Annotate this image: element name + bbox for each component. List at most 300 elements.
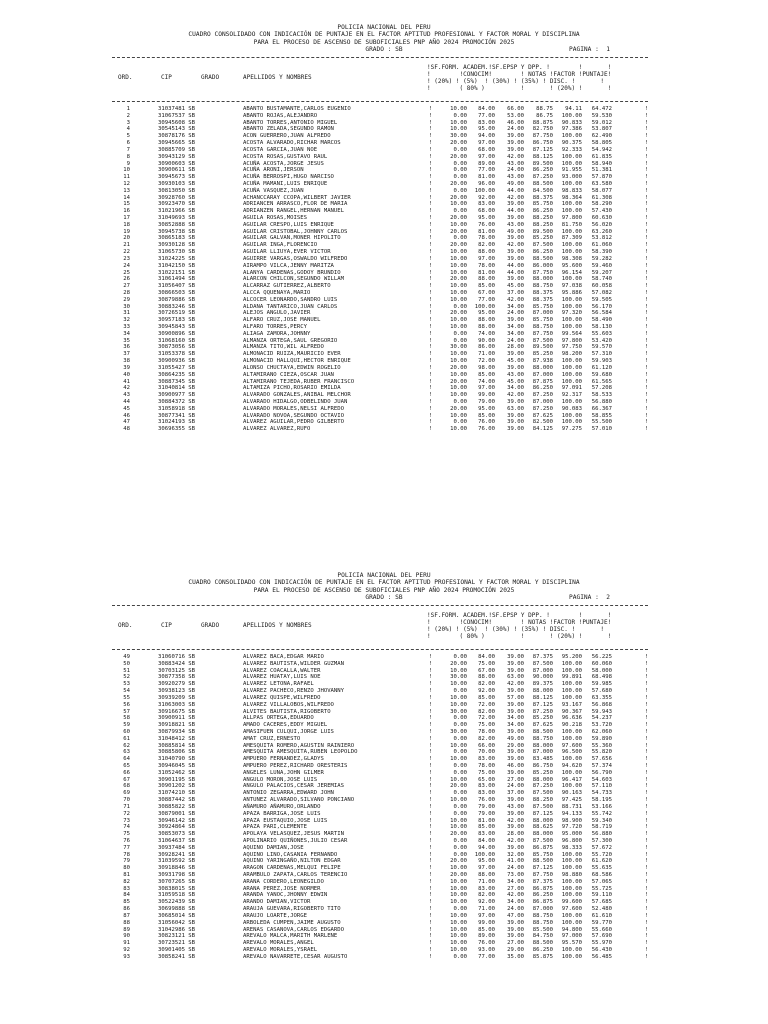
table-row: [112, 838, 652, 845]
table-row: [112, 790, 652, 797]
sf-epsp-cell: 39.00: [507, 660, 524, 667]
row-separator: !: [429, 153, 433, 160]
cip-cell: 30923470 SB: [158, 201, 196, 208]
header-rule-bottom: [112, 649, 648, 650]
table-row: [112, 235, 652, 242]
row-separator: !: [429, 933, 433, 940]
notas-cell: 88.250: [532, 215, 553, 221]
ord-cell: 42: [123, 385, 130, 392]
conocim-cell: 76.00: [478, 426, 495, 433]
conocim-cell: 83.00: [478, 201, 495, 208]
name-cell: ARENAS CASANOVA,CARLOS EDGARDO: [243, 926, 345, 933]
row-separator: !: [429, 803, 433, 810]
ord-cell: 85: [123, 899, 130, 906]
sf-form-cell: 20.00: [450, 858, 467, 865]
table-row: [112, 222, 652, 229]
table-row: [112, 331, 652, 338]
row-end-separator: !: [645, 783, 649, 790]
notas-cell: 90.000: [532, 674, 553, 681]
cip-cell: 30885822 SB: [158, 803, 196, 810]
ord-cell: 81: [123, 872, 130, 878]
factor-disc-cell: 94.133: [561, 810, 582, 817]
sf-form-cell: 0.00: [453, 769, 467, 776]
sf-epsp-cell: 39.00: [507, 919, 524, 926]
factor-disc-cell: 99.891: [561, 674, 582, 681]
factor-disc-cell: 100.00: [561, 953, 582, 960]
puntaje-cell: 57.310: [591, 351, 612, 358]
sf-epsp-cell: 27.00: [507, 940, 524, 947]
cip-cell: 30885814 SB: [158, 742, 196, 749]
row-separator: !: [429, 283, 433, 290]
row-end-separator: !: [645, 262, 649, 269]
puntaje-cell: 59.770: [591, 919, 612, 926]
puntaje-cell: 60.630: [591, 215, 612, 221]
cip-cell: 30866503 SB: [158, 289, 196, 296]
table-row: [112, 270, 652, 277]
row-separator: !: [429, 269, 433, 276]
notas-cell: 88.500: [532, 180, 553, 187]
row-separator: !: [429, 824, 433, 831]
row-end-separator: !: [645, 817, 649, 824]
notas-cell: 88.375: [532, 296, 553, 303]
row-end-separator: !: [645, 940, 649, 947]
ord-cell: 1: [126, 106, 130, 112]
ord-cell: 51: [123, 667, 130, 674]
row-end-separator: !: [645, 324, 649, 330]
puntaje-cell: 53.166: [591, 803, 612, 810]
table-row: [112, 661, 652, 668]
puntaje-cell: 58.490: [591, 317, 612, 324]
ord-cell: 32: [123, 317, 130, 324]
sf-epsp-cell: 39.00: [507, 249, 524, 256]
sf-form-cell: 10.00: [450, 126, 467, 133]
puntaje-cell: 58.805: [591, 140, 612, 147]
table-row: [112, 215, 652, 222]
name-cell: ALVAREZ PACHECO,RENZO JHOVANNY: [243, 688, 345, 695]
conocim-cell: 74.00: [478, 330, 495, 337]
row-end-separator: !: [645, 708, 649, 715]
conocim-cell: 72.00: [478, 715, 495, 722]
ord-cell: 92: [123, 946, 130, 953]
notas-cell: 84.750: [532, 933, 553, 940]
conocim-cell: 90.00: [478, 337, 495, 344]
factor-disc-cell: 93.167: [561, 701, 582, 708]
table-row: [112, 940, 652, 947]
cip-cell: 30887345 SB: [158, 378, 196, 385]
col-group-line-4: ! ( 80% ) ! ! (20%) ! !: [427, 633, 612, 640]
ord-cell: 35: [123, 337, 130, 344]
conocim-cell: 89.00: [478, 933, 495, 940]
row-separator: !: [429, 946, 433, 953]
table-row: [112, 399, 652, 406]
notas-cell: 86.250: [532, 249, 553, 256]
header-rule-top: [112, 605, 648, 606]
row-end-separator: !: [645, 756, 649, 763]
notas-cell: 89.500: [532, 228, 553, 235]
row-end-separator: !: [645, 106, 649, 112]
sf-epsp-cell: 73.00: [507, 872, 524, 878]
conocim-cell: 71.00: [478, 351, 495, 358]
conocim-cell: 97.00: [478, 865, 495, 872]
row-separator: !: [429, 133, 433, 140]
name-cell: APAZA EUSTAQUIO,JOSE LUIS: [243, 817, 328, 824]
table-row: [112, 106, 652, 113]
col-ord: ORD.: [118, 74, 133, 81]
sf-form-cell: 10.00: [450, 201, 467, 208]
ord-cell: 6: [126, 140, 130, 147]
ord-cell: 7: [126, 146, 130, 153]
name-cell: ALARCON CHILCON,SEGUNDO WILLAM: [243, 276, 345, 283]
row-end-separator: !: [645, 919, 649, 926]
cip-cell: 30723521 SB: [158, 940, 196, 947]
row-end-separator: !: [645, 654, 649, 660]
conocim-cell: 79.00: [478, 810, 495, 817]
row-separator: !: [429, 892, 433, 899]
sf-form-cell: 0.00: [453, 174, 467, 181]
sf-form-cell: 20.00: [450, 242, 467, 249]
row-end-separator: !: [645, 763, 649, 769]
table-row: [112, 695, 652, 702]
table-row: [112, 865, 652, 872]
table-row: [112, 201, 652, 208]
notas-cell: 86.250: [532, 167, 553, 174]
conocim-cell: 75.00: [478, 660, 495, 667]
sf-form-cell: 0.00: [453, 419, 467, 426]
factor-disc-cell: 96.154: [561, 269, 582, 276]
row-end-separator: !: [645, 946, 649, 953]
ord-cell: 58: [123, 715, 130, 722]
row-separator: !: [429, 844, 433, 851]
cip-cell: 30883246 SB: [158, 303, 196, 310]
row-end-separator: !: [645, 688, 649, 695]
data-table: [112, 654, 652, 961]
notas-cell: 89.500: [532, 160, 553, 167]
sf-epsp-cell: 39.00: [507, 276, 524, 283]
conocim-cell: 68.00: [478, 208, 495, 215]
conocim-cell: 77.00: [478, 167, 495, 174]
notas-cell: 88.125: [532, 153, 553, 160]
conocim-cell: 74.00: [478, 378, 495, 385]
sf-epsp-cell: 42.00: [507, 392, 524, 399]
notas-cell: 89.375: [532, 681, 553, 688]
sf-epsp-cell: 39.00: [507, 688, 524, 695]
name-cell: ARAUJO LOARTE,JORGE: [243, 912, 307, 919]
sf-form-cell: 0.00: [453, 208, 467, 215]
factor-disc-cell: 100.00: [561, 660, 582, 667]
row-separator: !: [429, 783, 433, 790]
row-separator: !: [429, 208, 433, 215]
table-row: [112, 181, 652, 188]
factor-disc-cell: 97.386: [561, 126, 582, 133]
factor-disc-cell: 100.00: [561, 912, 582, 919]
ord-cell: 11: [123, 174, 130, 181]
name-cell: ARANDO DAMIAN,VICTOR: [243, 899, 311, 906]
grado-label: GRADO : SB: [365, 593, 403, 601]
name-cell: ALCARRAZ GUTIERREZ,ALBERTO: [243, 283, 331, 290]
row-end-separator: !: [645, 140, 649, 147]
cip-cell: 30945738 SB: [158, 228, 196, 235]
factor-disc-cell: 100.00: [561, 398, 582, 405]
sf-form-cell: 20.00: [450, 831, 467, 838]
ord-cell: 38: [123, 358, 130, 365]
notas-cell: 87.938: [532, 358, 553, 365]
cip-cell: 31064637 SB: [158, 837, 196, 844]
factor-disc-cell: 100.00: [561, 276, 582, 283]
cip-cell: 30696355 SB: [158, 426, 196, 433]
cip-cell: 30852888 SB: [158, 221, 196, 228]
sf-form-cell: 10.00: [450, 262, 467, 269]
sf-form-cell: 0.00: [453, 803, 467, 810]
conocim-cell: 79.00: [478, 803, 495, 810]
sf-epsp-cell: 24.00: [507, 167, 524, 174]
sf-form-cell: 30.00: [450, 708, 467, 715]
sf-epsp-cell: 34.00: [507, 303, 524, 310]
sf-form-cell: 0.00: [453, 160, 467, 167]
sf-epsp-cell: 24.00: [507, 906, 524, 913]
row-separator: !: [429, 119, 433, 126]
sf-form-cell: 10.00: [450, 742, 467, 749]
cip-cell: 30937484 SB: [158, 844, 196, 851]
table-row: [112, 229, 652, 236]
puntaje-cell: 54.942: [591, 146, 612, 153]
ord-cell: 9: [126, 160, 130, 167]
row-end-separator: !: [645, 405, 649, 412]
notas-cell: 87.500: [532, 837, 553, 844]
ord-cell: 70: [123, 797, 130, 804]
ord-cell: 88: [123, 919, 130, 926]
conocim-cell: 82.00: [478, 892, 495, 899]
sf-form-cell: 10.00: [450, 296, 467, 303]
sf-epsp-cell: 47.00: [507, 912, 524, 919]
report-title: CUADRO CONSOLIDADO CON INDICACIÓN DE PUNTAJE EN EL FACTOR APTITUD PROFESIONAL Y FACTOR MORAL Y DISCIPLINA: [188, 31, 580, 39]
sf-form-cell: 0.00: [453, 398, 467, 405]
factor-disc-cell: 96.417: [561, 776, 582, 783]
name-cell: ALMONACID HALLQUI,HECTOR ENRIQUE: [243, 358, 351, 365]
sf-form-cell: 0.00: [453, 235, 467, 242]
sf-form-cell: 10.00: [450, 119, 467, 126]
col-ord: ORD.: [118, 622, 133, 629]
row-end-separator: !: [645, 153, 649, 160]
ord-cell: 41: [123, 378, 130, 385]
name-cell: AREVALO MORALES,YSRAEL: [243, 946, 318, 953]
sf-epsp-cell: 39.00: [507, 708, 524, 715]
name-cell: AMESQUITA AMESQUITA,RUBEN LEOPOLDO: [243, 749, 358, 756]
notas-cell: 86.875: [532, 844, 553, 851]
ord-cell: 77: [123, 844, 130, 851]
factor-disc-cell: 100.00: [561, 694, 582, 701]
notas-cell: 87.000: [532, 749, 553, 756]
row-end-separator: !: [645, 215, 649, 221]
row-separator: !: [429, 831, 433, 838]
puntaje-cell: 59.012: [591, 119, 612, 126]
row-separator: !: [429, 235, 433, 242]
report-header: [0, 24, 768, 53]
conocim-cell: 81.00: [478, 174, 495, 181]
sf-form-cell: 0.00: [453, 187, 467, 194]
sf-epsp-cell: 39.00: [507, 146, 524, 153]
row-end-separator: !: [645, 194, 649, 201]
ord-cell: 74: [123, 824, 130, 831]
notas-cell: 88.750: [532, 919, 553, 926]
name-cell: AMADO CACERES,EDDY MIGUEL: [243, 722, 328, 729]
sf-form-cell: 0.00: [453, 851, 467, 858]
sf-epsp-cell: 28.00: [507, 831, 524, 838]
sf-form-cell: 10.00: [450, 351, 467, 358]
factor-disc-cell: 100.00: [561, 688, 582, 695]
row-separator: !: [429, 344, 433, 351]
ord-cell: 93: [123, 953, 130, 960]
table-row: [112, 263, 652, 270]
notas-cell: 87.500: [532, 790, 553, 797]
col-group-line-2: ! !CONOCIM! ! NOTAS !FACTOR !PUNTAJE!: [427, 619, 612, 626]
name-cell: ARAUJA GUEVARA,RIGOBERTO TITO: [243, 906, 341, 913]
notas-cell: 85.750: [532, 851, 553, 858]
puntaje-cell: 61.565: [591, 378, 612, 385]
puntaje-cell: 62.060: [591, 728, 612, 735]
sf-form-cell: 20.00: [450, 364, 467, 371]
sf-epsp-cell: 37.00: [507, 289, 524, 296]
cip-cell: 31053378 SB: [158, 351, 196, 358]
cip-cell: 31042150 SB: [158, 262, 196, 269]
sf-epsp-cell: 43.00: [507, 160, 524, 167]
puntaje-cell: 59.505: [591, 296, 612, 303]
name-cell: ARAGON CARDENAS,MELQUI FELIPE: [243, 865, 341, 872]
table-row: [112, 413, 652, 420]
sf-epsp-cell: 42.00: [507, 194, 524, 201]
puntaje-cell: 58.740: [591, 276, 612, 283]
sf-epsp-cell: 44.00: [507, 262, 524, 269]
cip-cell: 30864235 SB: [158, 371, 196, 378]
puntaje-cell: 59.943: [591, 708, 612, 715]
name-cell: AGUILAR CRESPO,LUIS ENRIQUE: [243, 221, 334, 228]
row-end-separator: !: [645, 660, 649, 667]
report-subtitle: PARA EL PROCESO DE ASCENSO DE SUBOFICIALES PNP AÑO 2024 PROMOCIÓN 2025: [253, 38, 515, 46]
factor-disc-cell: 97.800: [561, 337, 582, 344]
sf-epsp-cell: 43.00: [507, 221, 524, 228]
row-end-separator: !: [645, 317, 649, 324]
row-separator: !: [429, 296, 433, 303]
sf-epsp-cell: 42.00: [507, 153, 524, 160]
row-end-separator: !: [645, 837, 649, 844]
row-end-separator: !: [645, 208, 649, 215]
name-cell: ACOSTA ALVARADO,RICHAR MARCOS: [243, 140, 341, 147]
row-end-separator: !: [645, 851, 649, 858]
row-separator: !: [429, 660, 433, 667]
table-row: [112, 317, 652, 324]
row-end-separator: !: [645, 906, 649, 913]
puntaje-cell: 56.880: [591, 398, 612, 405]
factor-disc-cell: 90.083: [561, 405, 582, 412]
row-separator: !: [429, 276, 433, 283]
factor-disc-cell: 97.720: [561, 824, 582, 831]
row-separator: !: [429, 899, 433, 906]
conocim-cell: 81.00: [478, 817, 495, 824]
factor-disc-cell: 97.600: [561, 906, 582, 913]
puntaje-cell: 55.660: [591, 926, 612, 933]
ord-cell: 10: [123, 167, 130, 174]
ord-cell: 36: [123, 344, 130, 351]
row-separator: !: [429, 735, 433, 742]
puntaje-cell: 61.610: [591, 912, 612, 919]
ord-cell: 47: [123, 419, 130, 426]
sf-form-cell: 10.00: [450, 919, 467, 926]
notas-cell: 85.750: [532, 201, 553, 208]
name-cell: ACUÑA MAMANI,LUIS ENRIQUE: [243, 180, 328, 187]
factor-disc-cell: 97.000: [561, 933, 582, 940]
cip-cell: 30938123 SB: [158, 688, 196, 695]
sf-form-cell: 10.00: [450, 249, 467, 256]
ord-cell: 56: [123, 701, 130, 708]
grado-line: [0, 594, 768, 601]
table-row: [112, 872, 652, 879]
puntaje-cell: 58.855: [591, 412, 612, 419]
cip-cell: 31022151 SB: [158, 269, 196, 276]
cip-cell: 31040814 SB: [158, 385, 196, 392]
sf-form-cell: 0.00: [453, 837, 467, 844]
notas-cell: 88.500: [532, 255, 553, 262]
ord-cell: 37: [123, 351, 130, 358]
name-cell: ALDANA TANTARICO,JUAN CARLOS: [243, 303, 338, 310]
table-row: [112, 831, 652, 838]
sf-epsp-cell: 46.00: [507, 119, 524, 126]
name-cell: ALVAREZ BAUTISTA,WILDER GUZMAN: [243, 660, 345, 667]
name-cell: AGUIRRE VARGAS,OSWALDO WILFREDO: [243, 255, 348, 262]
conocim-cell: 100.00: [474, 303, 495, 310]
factor-disc-cell: 94.800: [561, 926, 582, 933]
ord-cell: 30: [123, 303, 130, 310]
name-cell: ALVARADO NOVOA,SEGUNDO OCTAVIO: [243, 412, 345, 419]
row-end-separator: !: [645, 119, 649, 126]
notas-cell: 88.75: [536, 106, 553, 112]
name-cell: AÑAMURO AÑAMURO,ORLANDO: [243, 803, 321, 810]
sf-form-cell: 10.00: [450, 885, 467, 892]
row-separator: !: [429, 681, 433, 688]
sf-form-cell: 10.00: [450, 255, 467, 262]
factor-disc-cell: 92.333: [561, 146, 582, 153]
sf-epsp-cell: 63.00: [507, 405, 524, 412]
table-row: [112, 188, 652, 195]
sf-epsp-cell: 39.00: [507, 201, 524, 208]
factor-disc-cell: 100.00: [561, 371, 582, 378]
table-row: [112, 722, 652, 729]
factor-disc-cell: 100.00: [561, 769, 582, 776]
row-end-separator: !: [645, 201, 649, 208]
row-end-separator: !: [645, 878, 649, 885]
table-row: [112, 419, 652, 426]
row-separator: !: [429, 763, 433, 769]
notas-cell: 87.750: [532, 872, 553, 878]
sf-epsp-cell: 43.00: [507, 174, 524, 181]
cip-cell: 30900611 SB: [158, 167, 196, 174]
puntaje-cell: 68.498: [591, 674, 612, 681]
row-end-separator: !: [645, 885, 649, 892]
conocim-cell: 96.00: [478, 180, 495, 187]
factor-disc-cell: 100.00: [561, 208, 582, 215]
cip-cell: 31060716 SB: [158, 654, 196, 660]
ord-cell: 31: [123, 310, 130, 317]
sf-epsp-cell: 39.00: [507, 654, 524, 660]
name-cell: ABANTO ROJAS,ALEJANDRO: [243, 112, 318, 119]
sf-epsp-cell: 42.00: [507, 296, 524, 303]
row-separator: !: [429, 106, 433, 112]
name-cell: ACUÑA VASQUEZ,JUAN: [243, 187, 304, 194]
cip-cell: 30945665 SB: [158, 140, 196, 147]
sf-epsp-cell: 39.00: [507, 133, 524, 140]
name-cell: ALVAREZ HUATAY,LUIS NOE: [243, 674, 321, 681]
row-separator: !: [429, 885, 433, 892]
puntaje-cell: 57.870: [591, 174, 612, 181]
sf-epsp-cell: 42.00: [507, 681, 524, 688]
